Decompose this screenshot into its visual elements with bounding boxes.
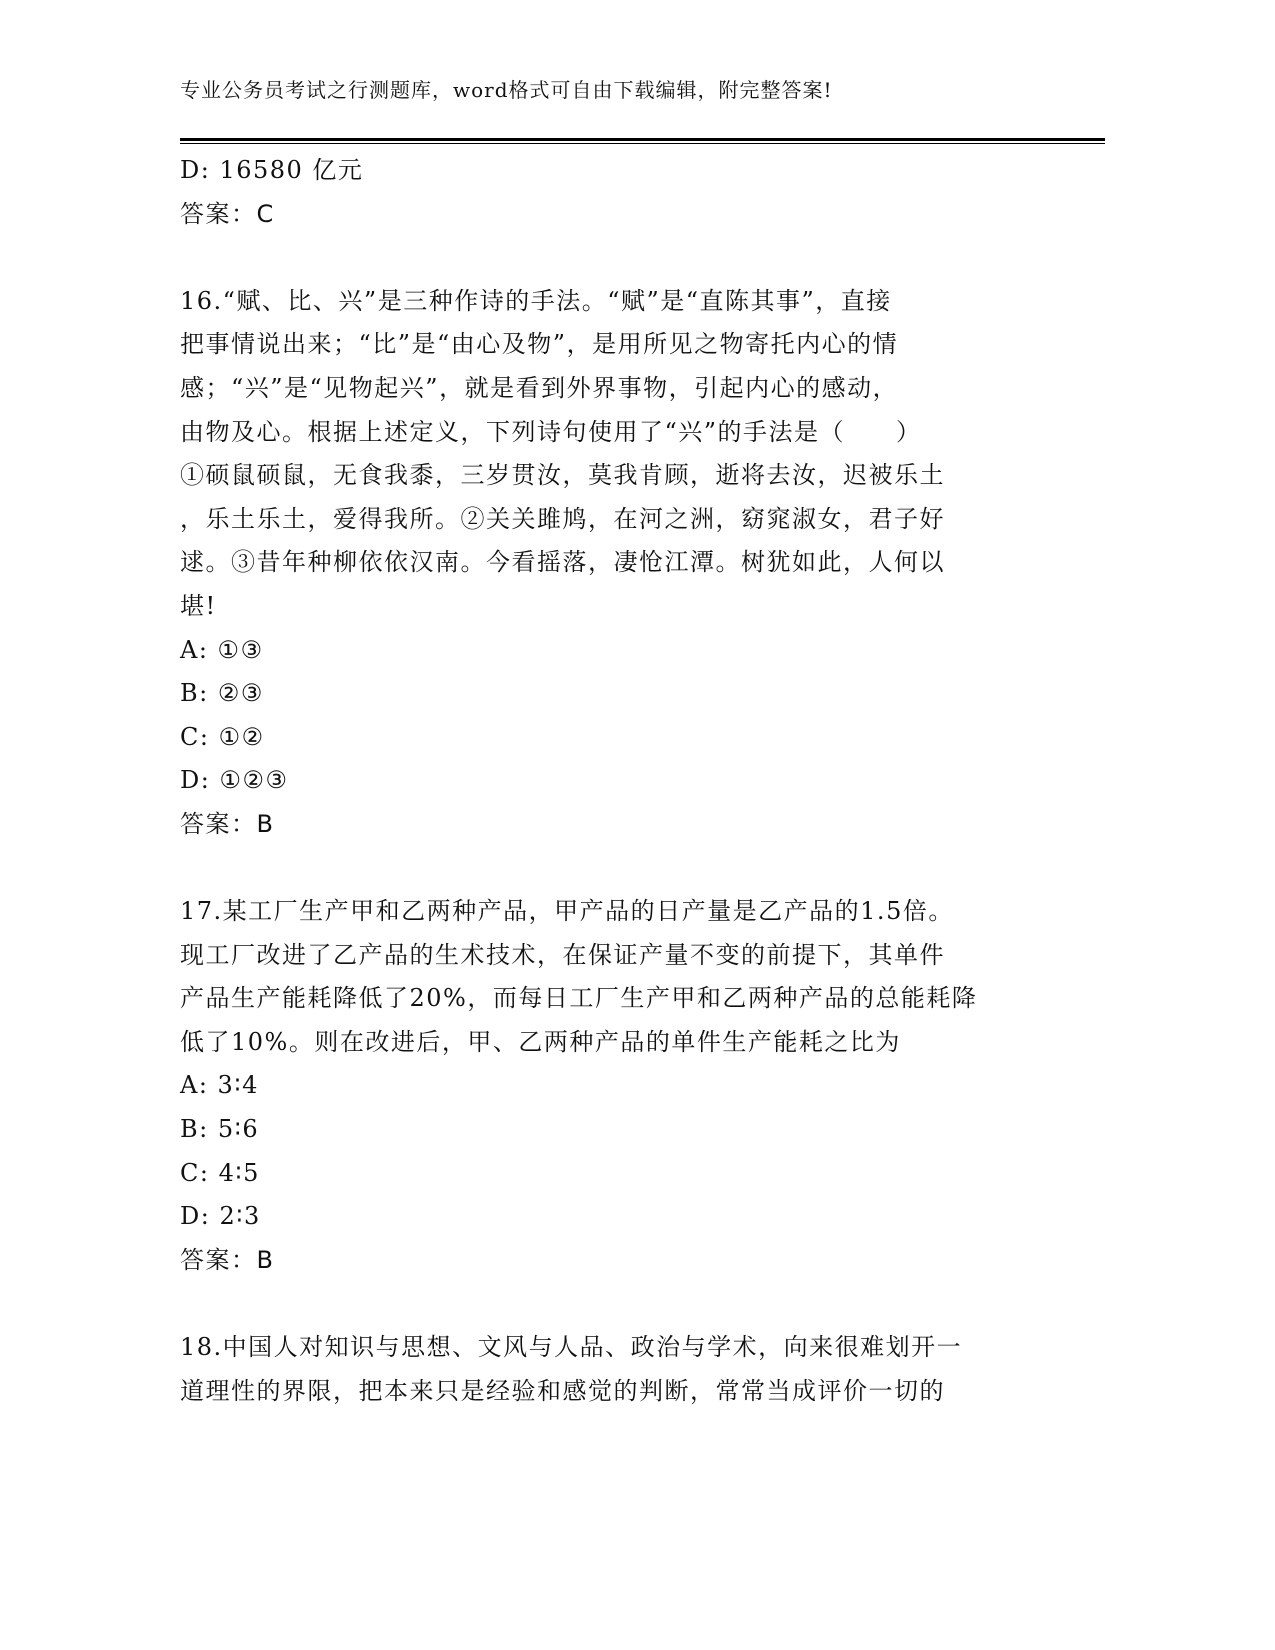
option-d: D: 16580 亿元 [180, 156, 364, 184]
question-text: 产品生产能耗降低了20%，而每日工厂生产甲和乙两种产品的总能耗降 [180, 984, 978, 1013]
question-text: 17.某工厂生产甲和乙两种产品，甲产品的日产量是乙产品的1.5倍。 [180, 897, 954, 926]
document-body [180, 149, 1060, 1413]
question-text: 18.中国人对知识与思想、文风与人品、政治与学术，向来很难划开一 [180, 1333, 963, 1362]
option-c: C: ①② [180, 722, 265, 751]
question-text: ，乐土乐土，爱得我所。②关关雎鸠，在河之洲，窈窕淑女，君子好 [180, 504, 945, 533]
option-d: D: ①②③ [180, 766, 289, 795]
option-b: B: ②③ [180, 679, 264, 708]
question-17 [180, 890, 1060, 1282]
header-rule-thick [180, 138, 1105, 141]
question-text: ①硕鼠硕鼠，无食我黍，三岁贯汝，莫我肯顾，逝将去汝，迟被乐土 [180, 461, 945, 490]
question-18 [180, 1326, 1060, 1413]
question-text: 低了10%。则在改进后，甲、乙两种产品的单件生产能耗之比为 [180, 1027, 901, 1056]
question-text: 把事情说出来；“比”是“由心及物”，是用所见之物寄托内心的情 [180, 330, 899, 359]
question-text: 堪! [180, 591, 217, 620]
question-text: 道理性的界限，把本来只是经验和感觉的判断，常常当成评价一切的 [180, 1376, 945, 1405]
question-text: 由物及心。根据上述定义，下列诗句使用了“兴”的手法是（ ） [180, 417, 922, 446]
option-b: B: 5∶6 [180, 1115, 260, 1144]
question-text: 感；“兴”是“见物起兴”，就是看到外界事物，引起内心的感动， [180, 373, 899, 402]
page-header: 专业公务员考试之行测题库，word格式可自由下载编辑，附完整答案! [180, 78, 833, 102]
option-a: A: 3∶4 [180, 1071, 259, 1100]
option-a: A: ①③ [180, 635, 264, 664]
question-16 [180, 280, 1060, 847]
question-text: 16.“赋、比、兴”是三种作诗的手法。“赋”是“直陈其事”，直接 [180, 286, 892, 315]
question-text: 现工厂改进了乙产品的生术技术，在保证产量不变的前提下，其单件 [180, 940, 945, 969]
answer: 答案：B [180, 1245, 275, 1274]
question-text: 逑。③昔年种柳依依汉南。今看摇落，凄怆江潭。树犹如此，人何以 [180, 548, 945, 577]
answer: 答案：B [180, 809, 275, 838]
header-rule-thin [180, 143, 1105, 144]
option-c: C: 4∶5 [180, 1158, 260, 1187]
option-d: D: 2∶3 [180, 1202, 261, 1231]
answer: 答案：C [180, 199, 275, 228]
